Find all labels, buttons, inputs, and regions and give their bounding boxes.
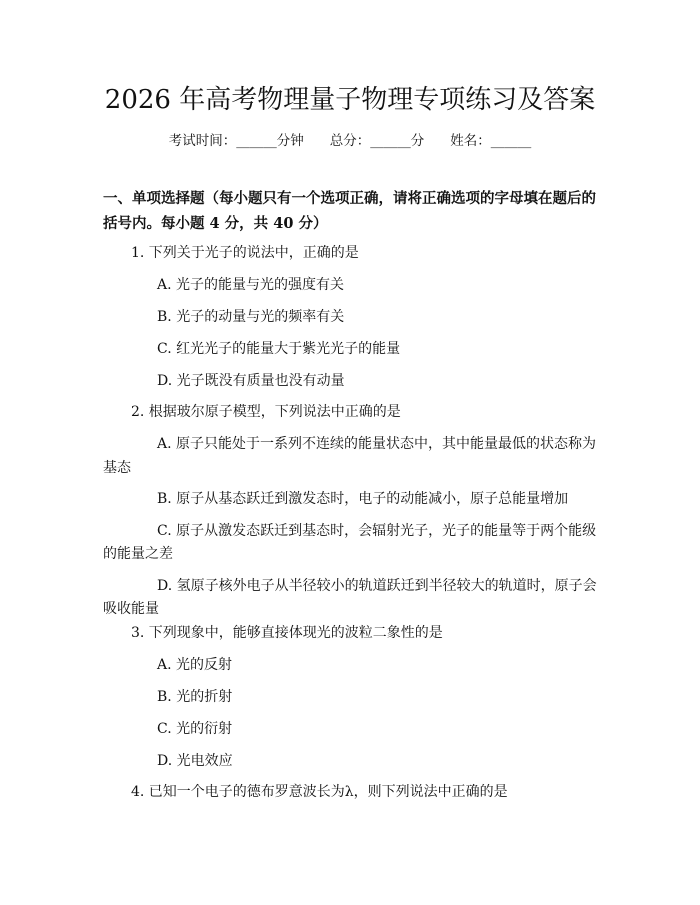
question-option: B. 光的折射 [157,689,233,705]
question-stem: 3. 下列现象中，能够直接体现光的波粒二象性的是 [131,625,443,641]
question-option: B. 光子的动量与光的频率有关 [157,309,345,325]
question-option: A. 光的反射 [157,657,233,673]
question-option: C. 光的衍射 [157,721,233,737]
question-option: D. 光电效应 [157,753,233,769]
page-title: 2026 年高考物理量子物理专项练习及答案 [104,85,596,115]
question-option: C. 红光光子的能量大于紫光光子的能量 [157,341,401,357]
exam-info-line [0,131,700,151]
question-option-continuation: 基态 [103,460,131,476]
question-option: C. 原子从激发态跃迁到基态时，会辐射光子，光子的能量等于两个能级 [157,523,597,539]
question-option-continuation: 吸收能量 [103,601,159,617]
question-option: D. 氢原子核外电子从半径较小的轨道跃迁到半径较大的轨道时，原子会 [157,578,597,594]
question-option: A. 光子的能量与光的强度有关 [157,277,345,293]
question-option: B. 原子从基态跃迁到激发态时，电子的动能减小，原子总能量增加 [157,491,569,507]
student-name-field: 姓名：______ [450,133,532,149]
question-stem: 2. 根据玻尔原子模型，下列说法中正确的是 [131,404,401,420]
question-option-continuation: 的能量之差 [103,546,173,562]
total-score-field: 总分：______分 [329,133,425,149]
question-stem: 1. 下列关于光子的说法中，正确的是 [131,245,359,261]
exam-time-field: 考试时间：______分钟 [168,133,304,149]
question-option: D. 光子既没有质量也没有动量 [157,373,345,389]
question-stem: 4. 已知一个电子的德布罗意波长为λ，则下列说法中正确的是 [131,784,508,800]
section-heading-single-choice: 一、单项选择题（每小题只有一个选项正确，请将正确选项的字母填在题后的括号内。每小题 4 分，共 40 分） [103,190,596,232]
question-option: A. 原子只能处于一系列不连续的能量状态中，其中能量最低的状态称为 [157,436,597,452]
